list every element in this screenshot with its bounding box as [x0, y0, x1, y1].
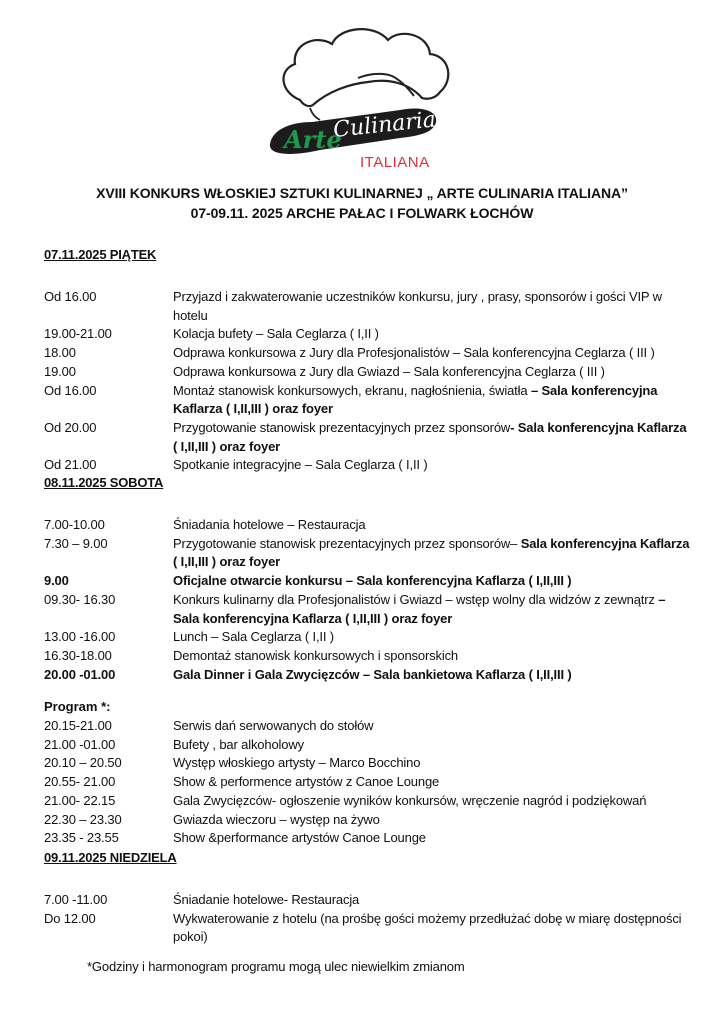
row-desc: Wykwaterowanie z hotelu (na prośbę gości możemy przedłużać dobę w miarę dostępności pokoi): [173, 910, 682, 945]
schedule-row: [44, 891, 693, 910]
schedule-row: [44, 591, 693, 628]
program-row: [44, 773, 693, 792]
row-time: 20.55- 21.00: [44, 774, 116, 790]
row-time: 23.35 - 23.55: [44, 830, 119, 846]
row-time: Do 12.00: [44, 910, 96, 926]
row-time: 21.00- 22.15: [44, 792, 116, 808]
schedule-row: [44, 628, 693, 647]
row-desc: [173, 535, 693, 572]
row-time: 16.30-18.00: [44, 647, 112, 663]
day-friday-section: [44, 246, 693, 475]
schedule-row: [44, 363, 693, 382]
row-venue: – Sala konferencyjna Kaflarza ( I,II,III ) oraz foyer: [173, 382, 658, 417]
program-row: [44, 717, 693, 736]
row-time: Od 21.00: [44, 457, 97, 473]
document-title: [0, 183, 724, 223]
row-venue: Sala konferencyjna Kaflarza ( I,II,III ) oraz foyer: [173, 535, 690, 570]
day-heading: 07.11.2025 PIĄTEK: [44, 247, 157, 262]
svg-text:ITALIANA: ITALIANA: [360, 154, 430, 171]
row-desc-text: Przygotowanie stanowisk prezentacyjnych przez sponsorów: [173, 419, 511, 435]
row-desc: Gala Dinner i Gala Zwycięzców – Sala bankietowa Kaflarza ( I,II,III ): [173, 666, 572, 682]
day-heading: 08.11.2025 SOBOTA: [44, 475, 164, 490]
schedule-row: [44, 344, 693, 363]
schedule-list: [44, 516, 693, 684]
title-line-2: 07-09.11. 2025 ARCHE PAŁAC I FOLWARK ŁOCHÓW: [190, 205, 534, 221]
row-desc: Odprawa konkursowa z Jury dla Gwiazd – Sala konferencyjna Ceglarza ( III ): [173, 363, 605, 379]
row-desc-text: Przygotowanie stanowisk prezentacyjnych przez sponsorów–: [173, 535, 521, 551]
schedule-row: [44, 647, 693, 666]
svg-text:Culinaria: Culinaria: [332, 107, 438, 143]
row-time: 20.15-21.00: [44, 718, 112, 734]
schedule-row: [44, 288, 693, 325]
row-time: 18.00: [44, 345, 76, 361]
row-desc: Gwiazda wieczoru – występ na żywo: [173, 811, 380, 827]
row-time: 19.00: [44, 363, 76, 379]
row-time: 22.30 – 23.30: [44, 811, 122, 827]
row-desc-text: Montaż stanowisk konkursowych, ekranu, nagłośnienia, światła: [173, 382, 531, 398]
row-time: 9.00: [44, 573, 69, 589]
row-desc: Lunch – Sala Ceglarza ( I,II ): [173, 629, 334, 645]
arte-culinaria-logo: [250, 22, 470, 172]
row-desc: [173, 382, 693, 419]
row-desc: Bufety , bar alkoholowy: [173, 736, 304, 752]
row-time: 09.30- 16.30: [44, 591, 116, 607]
row-desc: Występ włoskiego artysty – Marco Bocchino: [173, 755, 421, 771]
row-desc: Odprawa konkursowa z Jury dla Profesjonalistów – Sala konferencyjna Ceglarza ( III ): [173, 345, 655, 361]
program-heading: Program *:: [44, 699, 111, 715]
program-row: [44, 811, 693, 830]
program-list: [44, 717, 693, 848]
row-time: 7.00 -11.00: [44, 892, 108, 907]
row-time: Od 16.00: [44, 382, 97, 398]
program-row: [44, 792, 693, 811]
row-time: 19.00-21.00: [44, 326, 112, 342]
schedule-row: [44, 382, 693, 419]
schedule-row: [44, 535, 693, 572]
row-time: 7.30 – 9.00: [44, 535, 108, 551]
schedule-row: [44, 516, 693, 535]
schedule-row: [44, 325, 693, 344]
row-time: 13.00 -16.00: [44, 629, 116, 645]
row-desc: Śniadanie hotelowe- Restauracja: [173, 892, 360, 907]
day-saturday-section: [44, 474, 693, 848]
schedule-row: [44, 666, 693, 685]
row-desc: Show &performance artystów Canoe Lounge: [173, 830, 426, 846]
schedule-row: [44, 419, 693, 456]
row-time: Od 16.00: [44, 289, 97, 304]
row-time: 20.10 – 20.50: [44, 755, 122, 771]
day-heading: 09.11.2025 NIEDZIELA: [44, 850, 177, 865]
row-time: Od 20.00: [44, 419, 97, 435]
row-venue: – Sala konferencyjna Kaflarza ( I,II,III ) oraz foyer: [173, 591, 666, 626]
chef-hat-icon: [250, 22, 470, 172]
row-desc: Przyjazd i zakwaterowanie uczestników konkursu, jury , prasy, sponsorów i gości VIP w hotelu: [173, 289, 662, 323]
row-desc: Demontaż stanowisk konkursowych i sponsorskich: [173, 647, 458, 663]
row-time: 21.00 -01.00: [44, 736, 116, 752]
program-row: [44, 829, 693, 848]
row-desc: [173, 419, 693, 456]
footnote: *Godziny i harmonogram programu mogą ulec niewielkim zmianom: [87, 959, 465, 974]
schedule-row: [44, 456, 693, 475]
program-row: [44, 736, 693, 755]
row-desc: Kolacja bufety – Sala Ceglarza ( I,II ): [173, 326, 379, 342]
svg-text:Arte: Arte: [284, 125, 342, 154]
row-desc: Śniadania hotelowe – Restauracja: [173, 517, 366, 532]
row-time: 7.00-10.00: [44, 517, 105, 532]
row-desc: [173, 591, 693, 628]
program-row: [44, 754, 693, 773]
schedule-row: [44, 910, 693, 947]
row-time: 20.00 -01.00: [44, 666, 116, 682]
schedule-list: [44, 891, 693, 947]
row-venue: - Sala konferencyjna Kaflarza ( I,II,III ) oraz foyer: [173, 419, 687, 454]
row-desc: Show & performence artystów z Canoe Lounge: [173, 774, 440, 790]
row-desc: Spotkanie integracyjne – Sala Ceglarza ( I,II ): [173, 457, 428, 473]
row-desc: Serwis dań serwowanych do stołów: [173, 718, 374, 734]
schedule-list: [44, 288, 693, 475]
title-line-1: XVIII KONKURS WŁOSKIEJ SZTUKI KULINARNEJ „ ARTE CULINARIA ITALIANA”: [96, 185, 628, 201]
row-desc: Oficjalne otwarcie konkursu – Sala konferencyjna Kaflarza ( I,II,III ): [173, 573, 572, 589]
day-sunday-section: [44, 849, 693, 947]
row-desc-text: Konkurs kulinarny dla Profesjonalistów i Gwiazd – wstęp wolny dla widzów z zewnątrz: [173, 591, 659, 607]
row-desc: Gala Zwycięzców- ogłoszenie wyników konkursów, wręczenie nagród i podziękowań: [173, 792, 647, 808]
schedule-row: [44, 572, 693, 591]
